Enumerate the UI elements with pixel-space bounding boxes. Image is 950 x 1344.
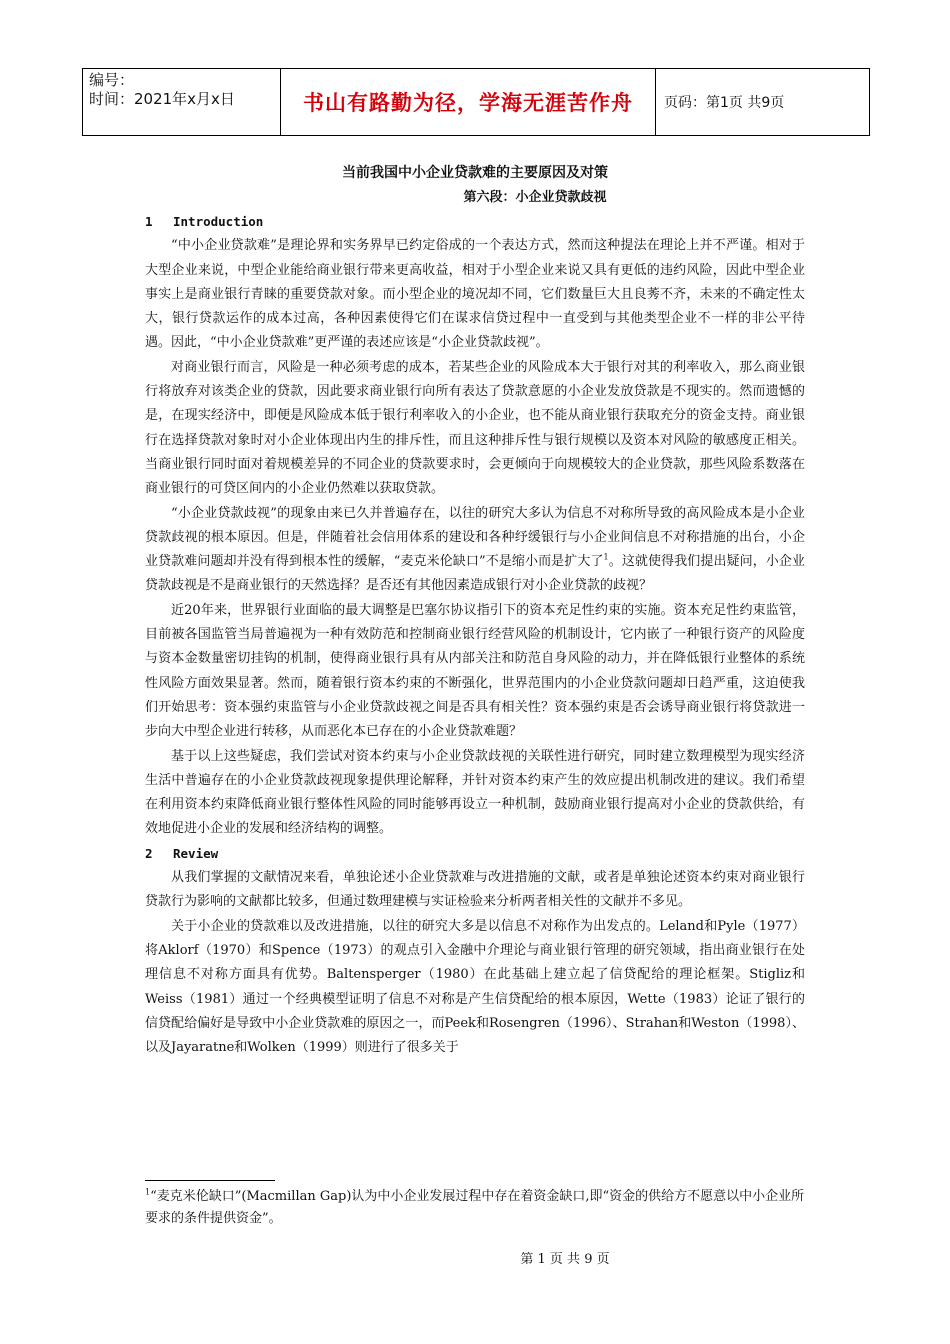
- header-meta: [83, 69, 281, 135]
- time-label: 时间：2021年x月x日: [89, 90, 235, 108]
- document-subtitle: 第六段：小企业贷款歧视: [463, 190, 607, 205]
- section-title: Review: [173, 845, 219, 861]
- footnote: [145, 1186, 805, 1230]
- footnote-divider: [145, 1180, 275, 1181]
- paragraph: 近20年来，世界银行业面临的最大调整是巴塞尔协议指引下的资本充足性约束的实施。资本充足性约束监管，目前被各国监管当局普遍视为一种有效防范和控制商业银行经营风险的机制设计，它内嵌了一种银行资产的风险度与资本金数量密切挂钩的机制，使得商业银行具有从内部关注和防范自身风险的动力，并在降低银行业整体的系统性风险方面效果显著。然而，随着银行资本约束的不断强化，世界范围内的小企业贷款问题却日趋严重，这迫使我们开始思考：资本强约束监管与小企业贷款歧视之间是否具有相关性？资本强约束是否会诱导商业银行将贷款进一步向大中型企业进行转移，从而恶化本已存在的小企业贷款难题？: [145, 602, 805, 740]
- paragraph: “中小企业贷款难”是理论界和实务界早已约定俗成的一个表达方式，然而这种提法在理论上并不严谨。相对于大型企业来说，中型企业能给商业银行带来更高收益，相对于小型企业来说又具有更低的违约风险，因此中型企业事实上是商业银行青睐的重要贷款对象。而小型企业的境况却不同，它们数量巨大且良莠不齐，未来的不确定性太大，银行贷款运作的成本过高，各种因素使得它们在谋求信贷过程中一直受到与其他类型企业不一样的非公平待遇。因此，“中小企业贷款难”更严谨的表述应该是“小企业贷款歧视”。: [145, 238, 805, 351]
- number-label: 编号：: [89, 71, 135, 89]
- document-title: 当前我国中小企业贷款难的主要原因及对策: [342, 165, 608, 181]
- section-number: 1: [145, 214, 153, 229]
- page-footer: 第 1 页 共 9 页: [520, 1252, 610, 1267]
- paragraph: [145, 502, 805, 599]
- header-table: [82, 68, 870, 136]
- motto: 书山有路勤为径，学海无涯苦作舟: [281, 69, 656, 135]
- paragraph: 对商业银行而言，风险是一种必须考虑的成本，若某些企业的风险成本大于银行对其的利率收入，那么商业银行将放弃对该类企业的贷款，因此要求商业银行向所有表达了贷款意愿的小企业发放贷款是不现实的。然而遗憾的是，在现实经济中，即便是风险成本低于银行利率收入的小企业，也不能从商业银行获取充分的资金支持。商业银行在选择贷款对象时对小企业体现出内生的排斥性，而且这种排斥性与银行规模以及资本对风险的敏感度正相关。当商业银行同时面对着规模差异的不同企业的贷款要求时，会更倾向于向规模较大的企业贷款，那些风险系数落在商业银行的可贷区间内的小企业仍然难以获取贷款。: [145, 359, 805, 497]
- footnote-ref[interactable]: 1: [603, 552, 609, 562]
- page-label: 页码：第1页 共9页: [664, 95, 785, 111]
- document-body: [145, 210, 805, 1060]
- paragraph: 关于小企业的贷款难以及改进措施，以往的研究大多是以信息不对称作为出发点的。Leland和Pyle（1977）将Aklorf（1970）和Spence（1973）的观点引入金融中介理论与商业银行管理的研究领域，指出商业银行在处理信息不对称方面具有优势。Baltensperger（1980）在此基础上建立起了信贷配给的理论框架。Stigliz和Weiss（1981）通过一个经典模型证明了信息不对称是产生信贷配给的根本原因，Wette（1983）论证了银行的信贷配给偏好是导致中小企业贷款难的原因之一，而Peek和Rosengren（1996）、Strahan和Weston（1998）、以及Jayaratne和Wolken（1999）则进行了很多关于: [145, 918, 805, 1056]
- paragraph: 基于以上这些疑虑，我们尝试对资本约束与小企业贷款歧视的关联性进行研究，同时建立数理模型为现实经济生活中普遍存在的小企业贷款歧视现象提供理论解释，并针对资本约束产生的效应提出机制改进的建议。我们希望在利用资本约束降低商业银行整体性风险的同时能够再设立一种机制，鼓励商业银行提高对小企业的贷款供给，有效地促进小企业的发展和经济结构的调整。: [145, 748, 805, 837]
- paragraph-text: 。这就使得我们提出疑问，小企业贷款歧视是不是商业银行的天然选择？是否还有其他因素造成银行对小企业贷款的歧视？: [145, 554, 805, 594]
- section-number: 2: [145, 845, 153, 861]
- section-heading-1: [145, 210, 805, 234]
- paragraph: 从我们掌握的文献情况来看，单独论述小企业贷款难与改进措施的文献，或者是单独论述资本约束对商业银行贷款行为影响的文献都比较多，但通过数理建模与实证检验来分析两者相关性的文献并不多见。: [145, 870, 805, 910]
- section-title: Introduction: [173, 214, 264, 229]
- section-heading-2: [145, 842, 805, 866]
- footnote-mark: 1: [145, 1187, 151, 1197]
- footnote-text: “麦克米伦缺口”(Macmillan Gap)认为中小企业发展过程中存在着资金缺口,即“资金的供给方不愿意以中小企业所要求的条件提供资金”。: [145, 1189, 805, 1226]
- paragraph-text: “小企业贷款歧视”的现象由来已久并普遍存在，以往的研究大多认为信息不对称所导致的高风险成本是小企业贷款歧视的根本原因。但是，伴随着社会信用体系的建设和各种纾缓银行与小企业间信息不对称措施的出台，小企业贷款难问题却并没有得到根本性的缓解，“麦克米伦缺口”不是缩小而是扩大了: [145, 505, 805, 570]
